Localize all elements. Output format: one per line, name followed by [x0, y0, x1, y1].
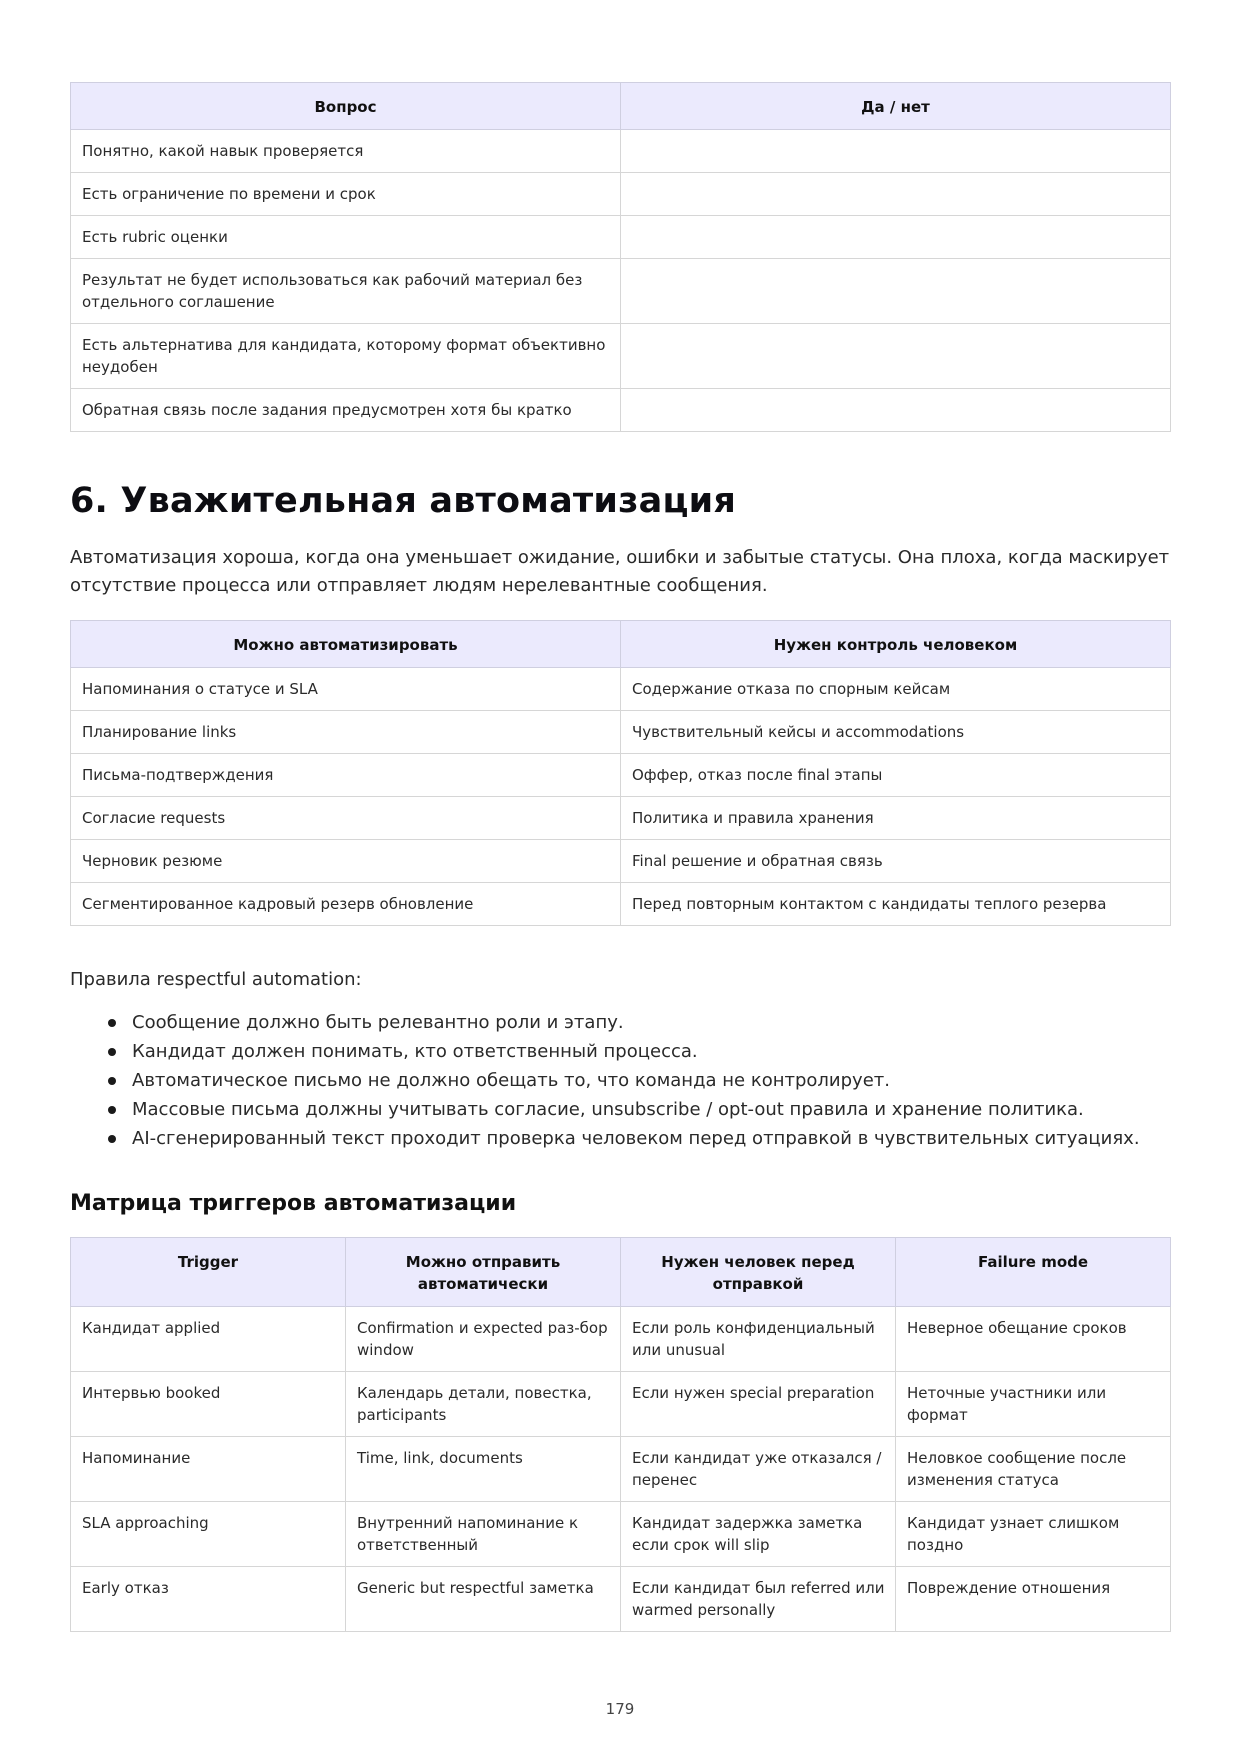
checklist-table: [70, 82, 1171, 432]
table-cell: Напоминание: [71, 1437, 346, 1502]
table-cell: Кандидат узнает слишком поздно: [896, 1502, 1171, 1567]
table-cell: Если кандидат уже отказался / перенес: [621, 1437, 896, 1502]
list-item: Автоматическое письмо не должно обещать то, что команда не контролирует.: [132, 1066, 1170, 1095]
trigger-matrix-table: [70, 1237, 1171, 1632]
table-cell: Политика и правила хранения: [621, 797, 1171, 840]
column-header-human-before-send: Нужен человек перед отправкой: [621, 1238, 896, 1307]
table-cell: Есть rubric оценки: [71, 216, 621, 259]
table-row: [71, 1307, 1171, 1372]
table-cell: Обратная связь после задания предусмотрен хотя бы кратко: [71, 389, 621, 432]
table-cell: Результат не будет использоваться как рабочий материал без отдельного соглашение: [71, 259, 621, 324]
table-cell: Согласие requests: [71, 797, 621, 840]
matrix-title: Матрица триггеров автоматизации: [70, 1191, 517, 1216]
table-cell: Сегментированное кадровый резерв обновление: [71, 883, 621, 926]
list-item: Сообщение должно быть релевантно роли и этапу.: [132, 1008, 1170, 1037]
table-header-row: [71, 621, 1171, 668]
table-row: [71, 711, 1171, 754]
table-cell: Generic but respectful заметка: [346, 1567, 621, 1632]
column-header-question: Вопрос: [71, 83, 621, 130]
table-cell: Чувствительный кейсы и accommodations: [621, 711, 1171, 754]
column-header-failure-mode: Failure mode: [896, 1238, 1171, 1307]
table-row: [71, 259, 1171, 324]
table-row: [71, 668, 1171, 711]
table-cell: Time, link, documents: [346, 1437, 621, 1502]
list-item: Кандидат должен понимать, кто ответственный процесса.: [132, 1037, 1170, 1066]
table-row: [71, 173, 1171, 216]
page-number: 179: [605, 1700, 635, 1718]
table-cell: SLA approaching: [71, 1502, 346, 1567]
table-cell: Планирование links: [71, 711, 621, 754]
table-cell: [621, 259, 1171, 324]
table-row: [71, 1502, 1171, 1567]
rules-intro: Правила respectful automation:: [70, 969, 362, 990]
table-row: [71, 840, 1171, 883]
table-header-row: [71, 1238, 1171, 1307]
table-cell: Интервью booked: [71, 1372, 346, 1437]
table-row: [71, 883, 1171, 926]
table-row: [71, 216, 1171, 259]
column-header-trigger: Trigger: [71, 1238, 346, 1307]
table-row: [71, 324, 1171, 389]
column-header-yes-no: Да / нет: [621, 83, 1171, 130]
column-header-automate: Можно автоматизировать: [71, 621, 621, 668]
table-row: [71, 1372, 1171, 1437]
table-row: [71, 1437, 1171, 1502]
column-header-auto-send: Можно отправить автоматически: [346, 1238, 621, 1307]
table-cell: Есть ограничение по времени и срок: [71, 173, 621, 216]
table-cell: Календарь детали, повестка, participants: [346, 1372, 621, 1437]
table-cell: [621, 324, 1171, 389]
table-cell: Содержание отказа по спорным кейсам: [621, 668, 1171, 711]
table-cell: Есть альтернатива для кандидата, которому формат объективно неудобен: [71, 324, 621, 389]
table-cell: Оффер, отказ после final этапы: [621, 754, 1171, 797]
table-cell: Early отказ: [71, 1567, 346, 1632]
table-cell: Неверное обещание сроков: [896, 1307, 1171, 1372]
table-cell: Кандидат applied: [71, 1307, 346, 1372]
table-cell: [621, 389, 1171, 432]
table-cell: Final решение и обратная связь: [621, 840, 1171, 883]
table-cell: Письма-подтверждения: [71, 754, 621, 797]
section-intro: Автоматизация хороша, когда она уменьшает ожидание, ошибки и забытые статусы. Она плоха, когда маскирует отсутствие процесса или отправляет людям нерелевантные сообщения.: [70, 547, 1170, 596]
table-cell: Неточные участники или формат: [896, 1372, 1171, 1437]
table-cell: [621, 173, 1171, 216]
table-cell: [621, 130, 1171, 173]
table-cell: Кандидат задержка заметка если срок will slip: [621, 1502, 896, 1567]
table-cell: Внутренний напоминание к ответственный: [346, 1502, 621, 1567]
table-row: [71, 389, 1171, 432]
table-cell: Понятно, какой навык проверяется: [71, 130, 621, 173]
table-cell: [621, 216, 1171, 259]
column-header-human-control: Нужен контроль человеком: [621, 621, 1171, 668]
table-row: [71, 130, 1171, 173]
table-cell: Если роль конфиденциальный или unusual: [621, 1307, 896, 1372]
table-row: [71, 754, 1171, 797]
list-item: AI-сгенерированный текст проходит проверка человеком перед отправкой в чувствительных ситуациях.: [132, 1124, 1170, 1153]
table-cell: Если кандидат был referred или warmed personally: [621, 1567, 896, 1632]
automation-control-table: [70, 620, 1171, 926]
table-row: [71, 797, 1171, 840]
table-header-row: [71, 83, 1171, 130]
table-cell: Перед повторным контактом с кандидаты теплого резерва: [621, 883, 1171, 926]
section-title: 6. Уважительная автоматизация: [70, 481, 737, 521]
table-cell: Если нужен special preparation: [621, 1372, 896, 1437]
table-row: [71, 1567, 1171, 1632]
list-item: Массовые письма должны учитывать согласие, unsubscribe / opt-out правила и хранение политика.: [132, 1095, 1170, 1124]
table-cell: Черновик резюме: [71, 840, 621, 883]
rules-list: [70, 1008, 1170, 1153]
table-cell: Confirmation и expected раз-бор window: [346, 1307, 621, 1372]
table-cell: Неловкое сообщение после изменения статуса: [896, 1437, 1171, 1502]
table-cell: Напоминания о статусе и SLA: [71, 668, 621, 711]
page-content: [70, 82, 1170, 1632]
table-cell: Повреждение отношения: [896, 1567, 1171, 1632]
